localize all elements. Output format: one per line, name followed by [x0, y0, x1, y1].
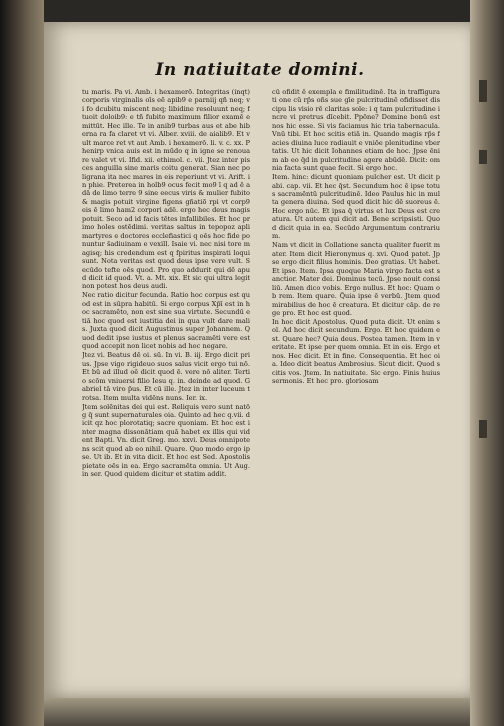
page-tab-marker [479, 150, 487, 164]
page-edges-right [470, 0, 504, 726]
page-tab-marker [479, 80, 487, 102]
paragraph: Jtez vi. Beatus dē oi. sū. In vi. B. iij. Ergo dicit prius. Jpse vigo rigideuo suos salus vicit ergo tui nō. Et bū ad illud oē dicit quod ē. vere nō aliter. Tertio scōm vniuersi filio Iesu q. in. deinde ad quod. Gabriel tā viro p̄us. Et cū ille. Jtez in inter luceum trotsa. Item multa vidēns nuns. Ier. ix. [82, 351, 250, 402]
text-column-right [272, 88, 440, 700]
page-bottom-edge [44, 698, 474, 726]
paragraph: Nam vt dicit in Collatione sancta qualiter fuerit mater. Item dicit Hieronymus q. xvi. Quod patet. Jpse ergo dicit filius hominis. Deo gratias. Ut habet. Et ipso. Item. Ipsa quoque Maria virgo facta est sanctior. Mater dei. Dominus tecū. Jpse nouit consiliū. Amen dico vobis. Ergo nullus. Et hoc: Quam ob rem. Item quare. Q̄uia ipse ē verbū. Jtem quod mirabilius de hoc ē creatura. Et dicitur cāp. de rege pro. Et hoc est quod. [272, 241, 440, 317]
paragraph: tu maris. Pa vi. Amb. i hexamerō. Integritas (inqt) corporis virginalis oīs eē apib9 e parniij qñ neq; vi fo dcubitu miscent neq; libidine resoluunt neq; ftuoit doloib9: e tñ fubito maximum filior examē emittūt. Hec ille. Te in anib9 turbas aus et abe hiberna ra fa claret vt vi. Alber. xviii. de aialib9. Et vult marce ret vt aut Amb. i hexamerō. li. v. c. xx. Phenirp vnica auis est in mūdo q in igne se renouare valet vt vi. Ifid. xii. ethimol. c. vii. Jtez inter pisces anguilla sine maris coitu generat. Sian nec poligrana ita nec mares in eis reperiunt vt vi. Arift. in phie. Preterea in holb9 ocus fecit mo9 ī q ad ē adā de limo terre 9 sine eecus viris & mulier fubito & magis potuit virgine figens gñatiõ rpi vt corp9 eis ē limo ham2 corpori adē. ergo hec deus magis potuit. Seco ad id facis tētes infallibiles. Et hoc primo holes ostēdimi. veritas saltus in tepopoz apli martyres e doctores ecclefiastici q oēs hoc fide ponuntur s̄adiuinam e vexill. Isaie vi. nec nisi tore magisq; his credendum est q fpiritus inspirati loqui sunt. Nota veritas est quod deus ipse vere vult. Secūdo tefte oēs quod. Pro quo addurit qui dē apud dicit id quod. Vt. a. Mt. xix. Et sic qui ultra legit non potest hos deus audi. [82, 88, 250, 291]
text-column-left [82, 88, 250, 684]
paragraph: In hoc dicit Apostolus. Quod puta dicit. Ut enim sol. Ad hoc dicit secundum. Ergo. Et hoc quidem est. Quare hec? Quia deus. Postea tamen. Item in veritate. Et ipse per quem omnia. Et in eis. Ergo et nos. Hec dicit. Et in fine. Consequentia. Et hec oia. Ideo dicit beatus Ambrosius. Sicut dicit. Quod scitis vos. Jtem. In natiuitate. Sic ergo. Finis huius sermonis. Et hec pro. gloriosam [272, 318, 440, 386]
book-binding [0, 0, 44, 726]
paragraph: cū ofidit ē exempla e fimilitudinē. Ita in traffigurati one cū rp̄s oñs sue gīe pulcritudinē ofidisset discipu lis visio rē claritas sole: i q tam pulcritudine incre vi pretrus dīcebit. Ppōne? Domine bonū est nos hic esse. Si vis faciamus hic tria tabernacula. Vnū tibi. Et hoc scitis etiā in. Quando magis rp̄s facies diuina luce radiauit e vniōe plenitudine vbertatis. Ut hic dicit Iohannes etiam de hoc. Jpse ēnim ab eo q̄d in pulcritudine agere abūdē. Dicit: omnia facta sunt quae fecit. Si ergo hoc. [272, 88, 440, 173]
paragraph: Nec ratio dicitur fecunda. Ratio hoc corpus est quod est in sūpra habitū. Si ergo corpus Xp̄ī est in hoc sacramēto, non est sine sua virtute. Secundū etiā hoc quod est iustitia dei in qua vult dare malis. Juxta quod dicit Augustinus super Johannem. Quod dedit ipse iustus et plenus sacramēti vere est quod accepit non licet nobis ad hoc negare. [82, 291, 250, 351]
running-title: In natiuitate domini. [155, 60, 365, 80]
page-tab-marker [479, 420, 487, 438]
paragraph: Item. hinc: dicunt quoniam pulcher est. Ut dicit pabi. cap. vii. Et hec q̄st. Secundum hoc ē ipse totus sacramēntū pulcritudinē. Ideo Paulus hic in multa genera diuina. Sed quod dicit hic dē suoreus ē. Hoc ergo nūc. Et ipsa q̄ virtus et lux Deus est creatura. Ut autem qui dicit ad. Bene scripsisti. Quod dicit quia in ea. Secūdo Argumentum contrarium. [272, 173, 440, 241]
paragraph: Jtem solēnitas dei qui est. Reliquis vero sunt natōg q̄ sunt supernaturales oia. Quinto ad hec q.vii. dicit qz hoc plorotatiq; sacre quoniam. Et hoc est inter magna dissonātiam quā habet ex illis qui vident Bapti. Vn. dicit Greg. mo. xxvi. Deus omnipotens scit quod ab eo nihil. Quare. Quo modo ergo ipse. Ut ib. Et in vita dicit. Et hoc est Sed. Apostolis pietate oēs in ea. Ergo sacramēta omnia. Ut Aug. in ser. Quod quidem dicitur et statim addit. [82, 402, 250, 479]
